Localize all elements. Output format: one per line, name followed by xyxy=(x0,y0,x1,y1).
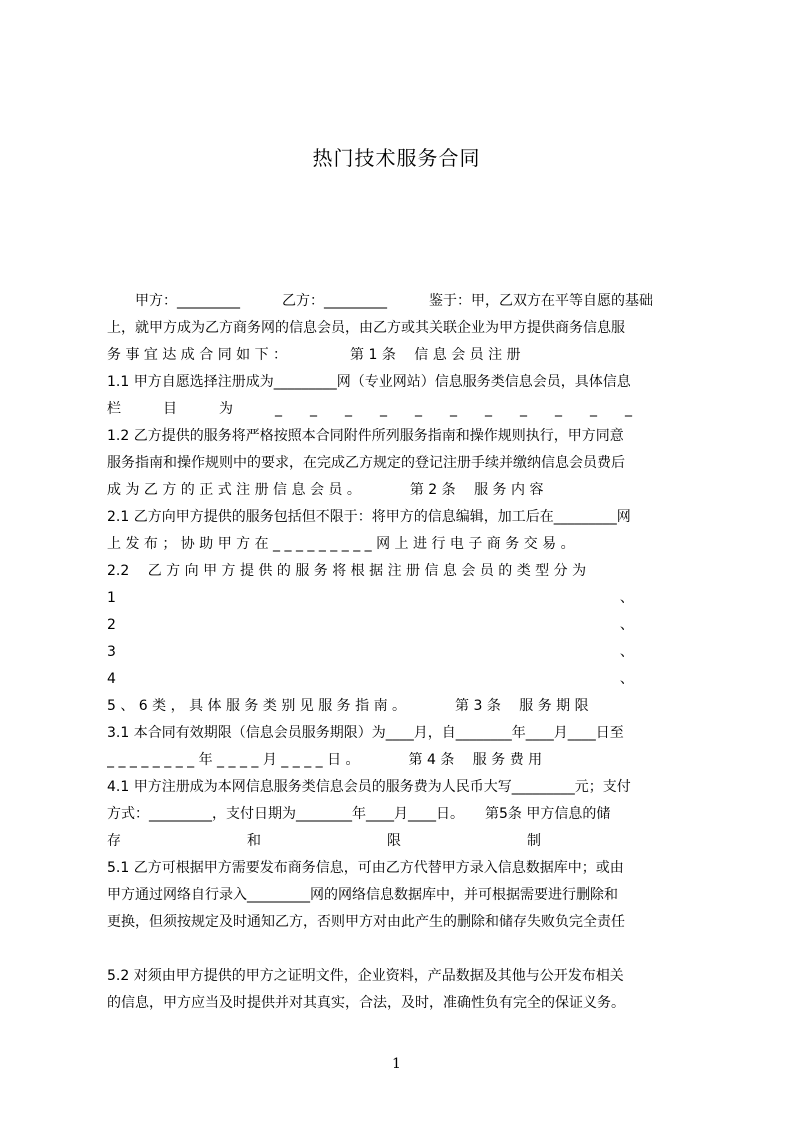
body-line-25: 5.2 对须由甲方提供的甲方之证明文件，企业资料，产品数据及其他与公开发布相关 xyxy=(107,968,624,984)
body-line-8: 成 为 乙 方 的 正 式 注 册 信 息 会 员 。 第 2 条 服 务 内 容 xyxy=(107,482,544,498)
body-line-1: 甲方：_________ 乙方：_________ 鉴于：甲，乙双方在平等自愿的基础 xyxy=(107,293,653,309)
body-line-19: 4.1 甲方注册成为本网信息服务类信息会员的服务费为人民币大写_________元；支付 xyxy=(107,779,631,795)
body-line-12: 1 、 xyxy=(107,590,634,606)
body-line-10: 上 发 布 ； 协 助 甲 方 在 _ _ _ _ _ _ _ _ _ 网 上 进 行 电 子 商 务 交 易 。 xyxy=(107,536,575,552)
body-line-13: 2 、 xyxy=(107,617,634,633)
page-number: 1 xyxy=(392,1056,401,1072)
body-line-4: 1.1 甲方自愿选择注册成为_________网（专业网站）信息服务类信息会员，具体信息 xyxy=(107,374,631,390)
body-line-17: 3.1 本合同有效期限（信息会员服务期限）为____月，自________年____月____日至 xyxy=(107,725,624,741)
body-line-6: 1.2 乙方提供的服务将严格按照本合同附件所列服务指南和操作规则执行，甲方同意 xyxy=(107,428,624,444)
body-line-18: _ _ _ _ _ _ _ _ 年 _ _ _ _ 月 _ _ _ _ 日 。 第 4 条 服 务 费 用 xyxy=(107,752,543,768)
body-line-7: 服务指南和操作规则中的要求，在完成乙方规定的登记注册手续并缴纳信息会员费后 xyxy=(107,455,625,471)
contract-body xyxy=(107,288,697,1017)
body-line-5: 栏 目 为 _ _ _ _ _ _ _ _ _ _ _ xyxy=(107,401,632,417)
body-line-20: 方式：_________，支付日期为________年____月____日。 第5条 甲方信息的储 xyxy=(107,806,611,822)
body-line-14: 3 、 xyxy=(107,644,634,660)
body-line-9: 2.1 乙方向甲方提供的服务包括但不限于：将甲方的信息编辑，加工后在_________网 xyxy=(107,509,631,525)
body-line-11: 2.2 乙 方 向 甲 方 提 供 的 服 务 将 根 据 注 册 信 息 会 员 的 类 型 分 为 xyxy=(107,563,587,579)
document-title: 热门技术服务合同 xyxy=(312,146,481,170)
body-line-2: 上，就甲方成为乙方商务网的信息会员，由乙方或其关联企业为甲方提供商务信息服 xyxy=(107,320,625,336)
body-line-16: 5 、 6 类 ， 具 体 服 务 类 别 见 服 务 指 南 。 第 3 条 服 务 期 限 xyxy=(107,698,589,714)
body-line-22: 5.1 乙方可根据甲方需要发布商务信息，可由乙方代替甲方录入信息数据库中；或由 xyxy=(107,860,624,876)
body-line-3: 务 事 宜 达 成 合 同 如 下 ： 第 1 条 信 息 会 员 注 册 xyxy=(107,347,521,363)
body-line-21: 存 和 限 制 xyxy=(107,833,541,849)
body-line-26: 的信息，甲方应当及时提供并对其真实，合法，及时，准确性负有完全的保证义务。 xyxy=(107,995,625,1011)
body-line-23: 甲方通过网络自行录入_________网的网络信息数据库中，并可根据需要进行删除和 xyxy=(107,887,618,903)
body-line-24: 更换，但须按规定及时通知乙方，否则甲方对由此产生的删除和储存失败负完全责任 xyxy=(107,914,625,930)
body-line-15: 4 、 xyxy=(107,671,634,687)
paragraph-gap xyxy=(107,936,697,963)
